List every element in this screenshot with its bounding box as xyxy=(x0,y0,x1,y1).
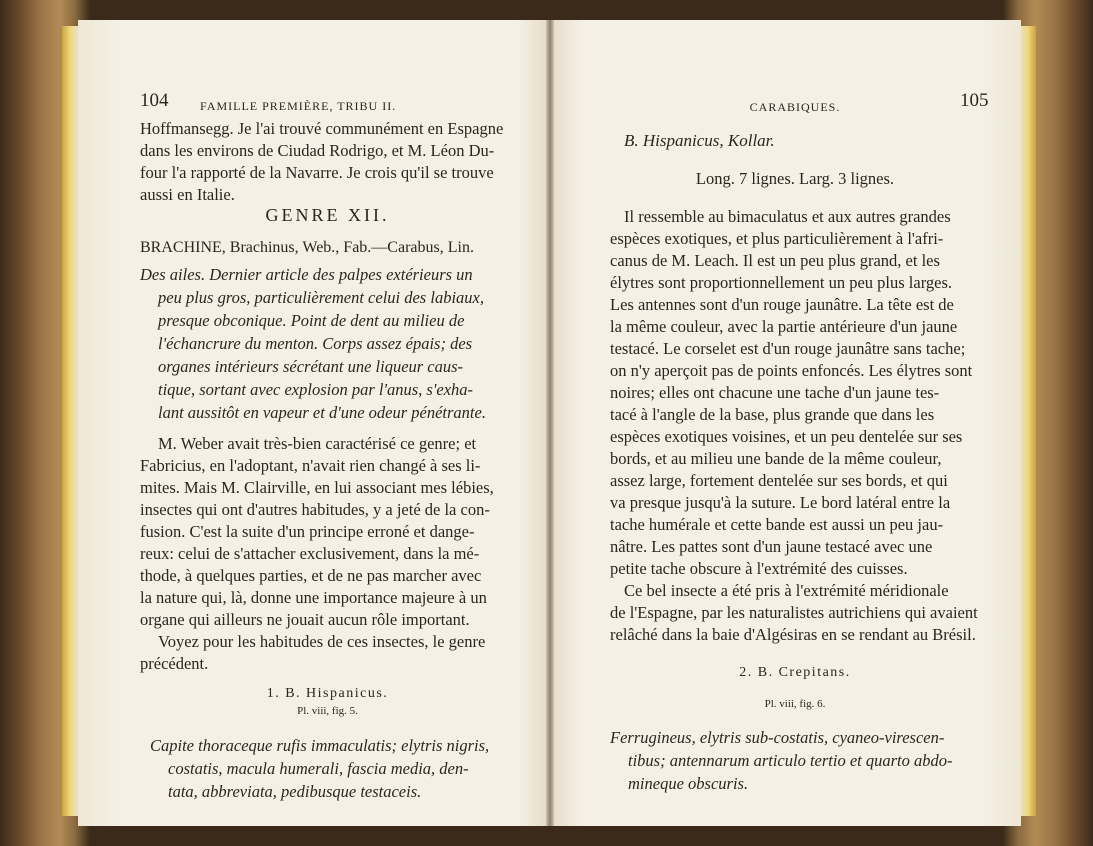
body-line: on n'y aperçoit pas de points enfoncés. Les élytres sont xyxy=(610,361,973,380)
diagnosis-line: peu plus gros, particulièrement celui des labiaux, xyxy=(158,288,484,307)
diagnosis-line: Des ailes. Dernier article des palpes extérieurs un xyxy=(140,265,473,284)
diagnosis-line: organes intérieurs sécrétant une liqueur caus- xyxy=(158,357,464,376)
text-line: aussi en Italie. xyxy=(140,185,235,204)
body-line: Voyez pour les habitudes de ces insectes, le genre xyxy=(158,632,486,651)
body-line: reux: celui de s'attacher exclusivement, dans la mé- xyxy=(140,544,480,563)
body-line: mites. Mais M. Clairville, en lui associant mes lébies, xyxy=(140,478,494,497)
diagnosis-line: tique, sortant avec explosion par l'anus, s'exha- xyxy=(158,380,474,399)
diagnosis-line: presque obconique. Point de dent au milieu de xyxy=(158,311,465,330)
body-line: nâtre. Les pattes sont d'un jaune testacé avec une xyxy=(610,537,933,556)
species-title: 1. B. Hispanicus. xyxy=(266,686,389,701)
body-line: Il ressemble au bimaculatus et aux autres grandes xyxy=(624,207,951,226)
page-number: 104 xyxy=(140,90,169,111)
running-head: CARABIQUES. xyxy=(749,100,841,114)
dimensions: Long. 7 lignes. Larg. 3 lignes. xyxy=(695,169,895,188)
body-line: petite tache obscure à l'extrémité des cuisses. xyxy=(610,559,908,578)
body-line: canus de M. Leach. Il est un peu plus grand, et les xyxy=(610,251,940,270)
latin-line: Ferrugineus, elytris sub-costatis, cyaneo-virescen- xyxy=(610,728,945,747)
body-line: précédent. xyxy=(140,654,209,673)
latin-line: tata, abbreviata, pedibusque testaceis. xyxy=(168,782,422,801)
body-line: fusion. C'est la suite d'un principe erroné et dange- xyxy=(140,522,475,541)
body-line: élytres sont proportionnellement un peu plus larges. xyxy=(610,273,953,292)
text-line: Hoffmansegg. Je l'ai trouvé communément en Espagne xyxy=(140,119,504,138)
body-line: insectes qui ont d'autres habitudes, y a jeté de la con- xyxy=(140,500,490,519)
book-gutter xyxy=(546,20,554,826)
author-line: B. Hispanicus, Kollar. xyxy=(624,131,775,150)
genre-title: GENRE XII. xyxy=(265,205,390,225)
left-page-edges xyxy=(62,26,78,816)
body-line: tache humérale et cette bande est aussi un peu jau- xyxy=(610,515,944,534)
page-number: 105 xyxy=(960,90,989,111)
genus-line: BRACHINE, Brachinus, Web., Fab.—Carabus, Lin. xyxy=(140,239,474,256)
right-page-edges xyxy=(1020,26,1036,816)
body-line: organe qui ailleurs ne jouait aucun rôle important. xyxy=(140,610,470,629)
latin-line: Capite thoraceque rufis immaculatis; elytris nigris, xyxy=(150,736,490,755)
diagnosis-line: l'échancrure du menton. Corps assez épais; des xyxy=(158,334,473,353)
body-line: espèces exotiques voisines, et un peu dentelée sur ses xyxy=(610,427,963,446)
body-line: testacé. Le corselet est d'un rouge jaunâtre sans tache; xyxy=(610,339,966,358)
body-line: noires; elles ont chacune une tache d'un jaune tes- xyxy=(610,383,940,402)
latin-line: tibus; antennarum articulo tertio et quarto abdo- xyxy=(628,751,953,770)
body-line: tacé à l'angle de la base, plus grande que dans les xyxy=(610,405,935,424)
body-line: la nature qui, là, donne une importance majeure à un xyxy=(140,588,487,607)
species-title: 2. B. Crepitans. xyxy=(739,665,851,680)
body-line: espèces exotiques, et plus particulièrement à l'afri- xyxy=(610,229,944,248)
body-line: Fabricius, en l'adoptant, n'avait rien changé à ses li- xyxy=(140,456,481,475)
latin-line: costatis, macula humerali, fascia media, den- xyxy=(168,759,469,778)
running-head: FAMILLE PREMIÈRE, TRIBU II. xyxy=(200,99,397,113)
body-line: relâché dans la baie d'Algésiras en se rendant au Brésil. xyxy=(610,625,976,644)
latin-line: mineque obscuris. xyxy=(628,774,749,793)
body-line: assez large, fortement dentelée sur ses bords, et qui xyxy=(610,471,948,490)
plate-reference: Pl. viii, fig. 6. xyxy=(764,698,826,710)
text-line: four l'a rapporté de la Navarre. Je crois qu'il se trouve xyxy=(140,163,494,182)
body-line: bords, et au milieu une bande de la même couleur, xyxy=(610,449,942,468)
text-line: dans les environs de Ciudad Rodrigo, et M. Léon Du- xyxy=(140,141,495,160)
plate-reference: Pl. viii, fig. 5. xyxy=(297,705,358,717)
body-line: de l'Espagne, par les naturalistes autrichiens qui avaient xyxy=(610,603,978,622)
body-line: M. Weber avait très-bien caractérisé ce genre; et xyxy=(158,434,477,453)
body-line: thode, à quelques parties, et de ne pas marcher avec xyxy=(140,566,482,585)
body-line: la même couleur, avec la partie antérieure d'un jaune xyxy=(610,317,958,336)
diagnosis-line: lant aussitôt en vapeur et d'une odeur pénétrante. xyxy=(158,403,486,422)
body-line: va presque jusqu'à la suture. Le bord latéral entre la xyxy=(610,493,951,512)
body-line: Ce bel insecte a été pris à l'extrémité méridionale xyxy=(624,581,949,600)
body-line: Les antennes sont d'un rouge jaunâtre. La tête est de xyxy=(610,295,954,314)
